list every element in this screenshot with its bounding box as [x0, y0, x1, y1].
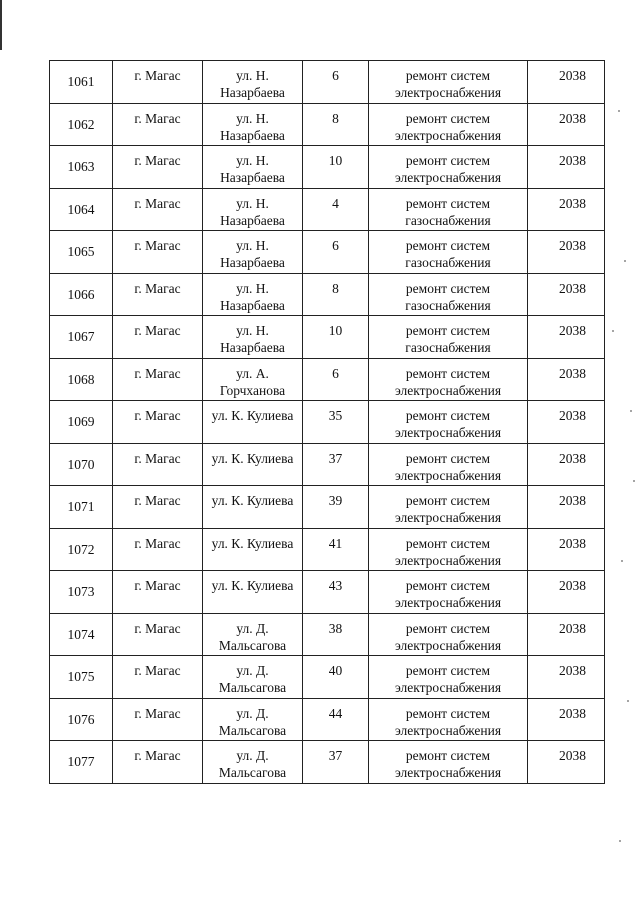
city-cell: г. Магас: [113, 231, 203, 274]
work-type-cell: ремонт систем газоснабжения: [369, 273, 528, 316]
year-cell: 2038: [528, 273, 605, 316]
street-cell: ул. Д. Мальсагова: [203, 656, 303, 699]
table-row: [50, 486, 605, 529]
house-number-cell: 43: [303, 571, 369, 614]
table-row: [50, 698, 605, 741]
city-cell: г. Магас: [113, 188, 203, 231]
row-number-cell: 1075: [50, 656, 113, 699]
city-cell: г. Магас: [113, 316, 203, 359]
table-row: [50, 358, 605, 401]
scan-speck: [627, 700, 629, 702]
house-number-cell: 40: [303, 656, 369, 699]
year-cell: 2038: [528, 401, 605, 444]
table-row: [50, 741, 605, 784]
house-number-cell: 37: [303, 443, 369, 486]
city-cell: г. Магас: [113, 146, 203, 189]
scan-speck: [624, 260, 626, 262]
scan-speck: [633, 480, 635, 482]
row-number-cell: 1077: [50, 741, 113, 784]
city-cell: г. Магас: [113, 528, 203, 571]
street-cell: ул. Н. Назарбаева: [203, 103, 303, 146]
table-row: [50, 61, 605, 104]
city-cell: г. Магас: [113, 656, 203, 699]
table-row: [50, 571, 605, 614]
city-cell: г. Магас: [113, 698, 203, 741]
house-number-cell: 41: [303, 528, 369, 571]
year-cell: 2038: [528, 188, 605, 231]
row-number-cell: 1065: [50, 231, 113, 274]
city-cell: г. Магас: [113, 401, 203, 444]
year-cell: 2038: [528, 358, 605, 401]
city-cell: г. Магас: [113, 571, 203, 614]
house-number-cell: 37: [303, 741, 369, 784]
house-number-cell: 8: [303, 273, 369, 316]
year-cell: 2038: [528, 656, 605, 699]
row-number-cell: 1074: [50, 613, 113, 656]
work-type-cell: ремонт систем электроснабжения: [369, 656, 528, 699]
repair-schedule-table: [49, 60, 605, 784]
street-cell: ул. К. Кулиева: [203, 401, 303, 444]
work-type-cell: ремонт систем электроснабжения: [369, 443, 528, 486]
row-number-cell: 1067: [50, 316, 113, 359]
city-cell: г. Магас: [113, 273, 203, 316]
work-type-cell: ремонт систем электроснабжения: [369, 698, 528, 741]
work-type-cell: ремонт систем газоснабжения: [369, 231, 528, 274]
year-cell: 2038: [528, 528, 605, 571]
house-number-cell: 10: [303, 316, 369, 359]
scan-speck: [619, 840, 621, 842]
table-row: [50, 613, 605, 656]
row-number-cell: 1068: [50, 358, 113, 401]
street-cell: ул. Д. Мальсагова: [203, 613, 303, 656]
city-cell: г. Магас: [113, 741, 203, 784]
scan-speck: [612, 330, 614, 332]
street-cell: ул. К. Кулиева: [203, 486, 303, 529]
work-type-cell: ремонт систем газоснабжения: [369, 316, 528, 359]
work-type-cell: ремонт систем электроснабжения: [369, 61, 528, 104]
house-number-cell: 39: [303, 486, 369, 529]
street-cell: ул. Н. Назарбаева: [203, 231, 303, 274]
city-cell: г. Магас: [113, 358, 203, 401]
city-cell: г. Магас: [113, 103, 203, 146]
house-number-cell: 8: [303, 103, 369, 146]
year-cell: 2038: [528, 741, 605, 784]
street-cell: ул. К. Кулиева: [203, 571, 303, 614]
table-body: [50, 61, 605, 784]
street-cell: ул. Н. Назарбаева: [203, 146, 303, 189]
row-number-cell: 1064: [50, 188, 113, 231]
work-type-cell: ремонт систем электроснабжения: [369, 401, 528, 444]
year-cell: 2038: [528, 316, 605, 359]
house-number-cell: 35: [303, 401, 369, 444]
table-row: [50, 528, 605, 571]
house-number-cell: 6: [303, 61, 369, 104]
house-number-cell: 38: [303, 613, 369, 656]
row-number-cell: 1061: [50, 61, 113, 104]
table-row: [50, 316, 605, 359]
scan-edge-mark: [0, 0, 2, 50]
street-cell: ул. Д. Мальсагова: [203, 698, 303, 741]
table-row: [50, 146, 605, 189]
row-number-cell: 1076: [50, 698, 113, 741]
house-number-cell: 6: [303, 231, 369, 274]
street-cell: ул. Н. Назарбаева: [203, 188, 303, 231]
table-row: [50, 188, 605, 231]
year-cell: 2038: [528, 443, 605, 486]
house-number-cell: 10: [303, 146, 369, 189]
year-cell: 2038: [528, 103, 605, 146]
table-row: [50, 656, 605, 699]
work-type-cell: ремонт систем электроснабжения: [369, 528, 528, 571]
house-number-cell: 4: [303, 188, 369, 231]
scan-speck: [618, 110, 620, 112]
street-cell: ул. К. Кулиева: [203, 443, 303, 486]
work-type-cell: ремонт систем электроснабжения: [369, 358, 528, 401]
row-number-cell: 1072: [50, 528, 113, 571]
table-row: [50, 273, 605, 316]
street-cell: ул. А. Горчханова: [203, 358, 303, 401]
scan-speck: [630, 410, 632, 412]
row-number-cell: 1066: [50, 273, 113, 316]
row-number-cell: 1070: [50, 443, 113, 486]
work-type-cell: ремонт систем электроснабжения: [369, 741, 528, 784]
table-row: [50, 103, 605, 146]
year-cell: 2038: [528, 571, 605, 614]
street-cell: ул. Н. Назарбаева: [203, 61, 303, 104]
street-cell: ул. Н. Назарбаева: [203, 316, 303, 359]
year-cell: 2038: [528, 146, 605, 189]
work-type-cell: ремонт систем электроснабжения: [369, 486, 528, 529]
row-number-cell: 1071: [50, 486, 113, 529]
row-number-cell: 1062: [50, 103, 113, 146]
house-number-cell: 6: [303, 358, 369, 401]
year-cell: 2038: [528, 231, 605, 274]
house-number-cell: 44: [303, 698, 369, 741]
row-number-cell: 1063: [50, 146, 113, 189]
city-cell: г. Магас: [113, 486, 203, 529]
work-type-cell: ремонт систем электроснабжения: [369, 613, 528, 656]
city-cell: г. Магас: [113, 443, 203, 486]
year-cell: 2038: [528, 486, 605, 529]
city-cell: г. Магас: [113, 61, 203, 104]
year-cell: 2038: [528, 613, 605, 656]
row-number-cell: 1073: [50, 571, 113, 614]
scan-speck: [621, 560, 623, 562]
work-type-cell: ремонт систем электроснабжения: [369, 103, 528, 146]
table-row: [50, 231, 605, 274]
table-row: [50, 401, 605, 444]
street-cell: ул. Д. Мальсагова: [203, 741, 303, 784]
work-type-cell: ремонт систем электроснабжения: [369, 571, 528, 614]
table-row: [50, 443, 605, 486]
year-cell: 2038: [528, 698, 605, 741]
street-cell: ул. Н. Назарбаева: [203, 273, 303, 316]
work-type-cell: ремонт систем электроснабжения: [369, 146, 528, 189]
work-type-cell: ремонт систем газоснабжения: [369, 188, 528, 231]
year-cell: 2038: [528, 61, 605, 104]
street-cell: ул. К. Кулиева: [203, 528, 303, 571]
city-cell: г. Магас: [113, 613, 203, 656]
row-number-cell: 1069: [50, 401, 113, 444]
